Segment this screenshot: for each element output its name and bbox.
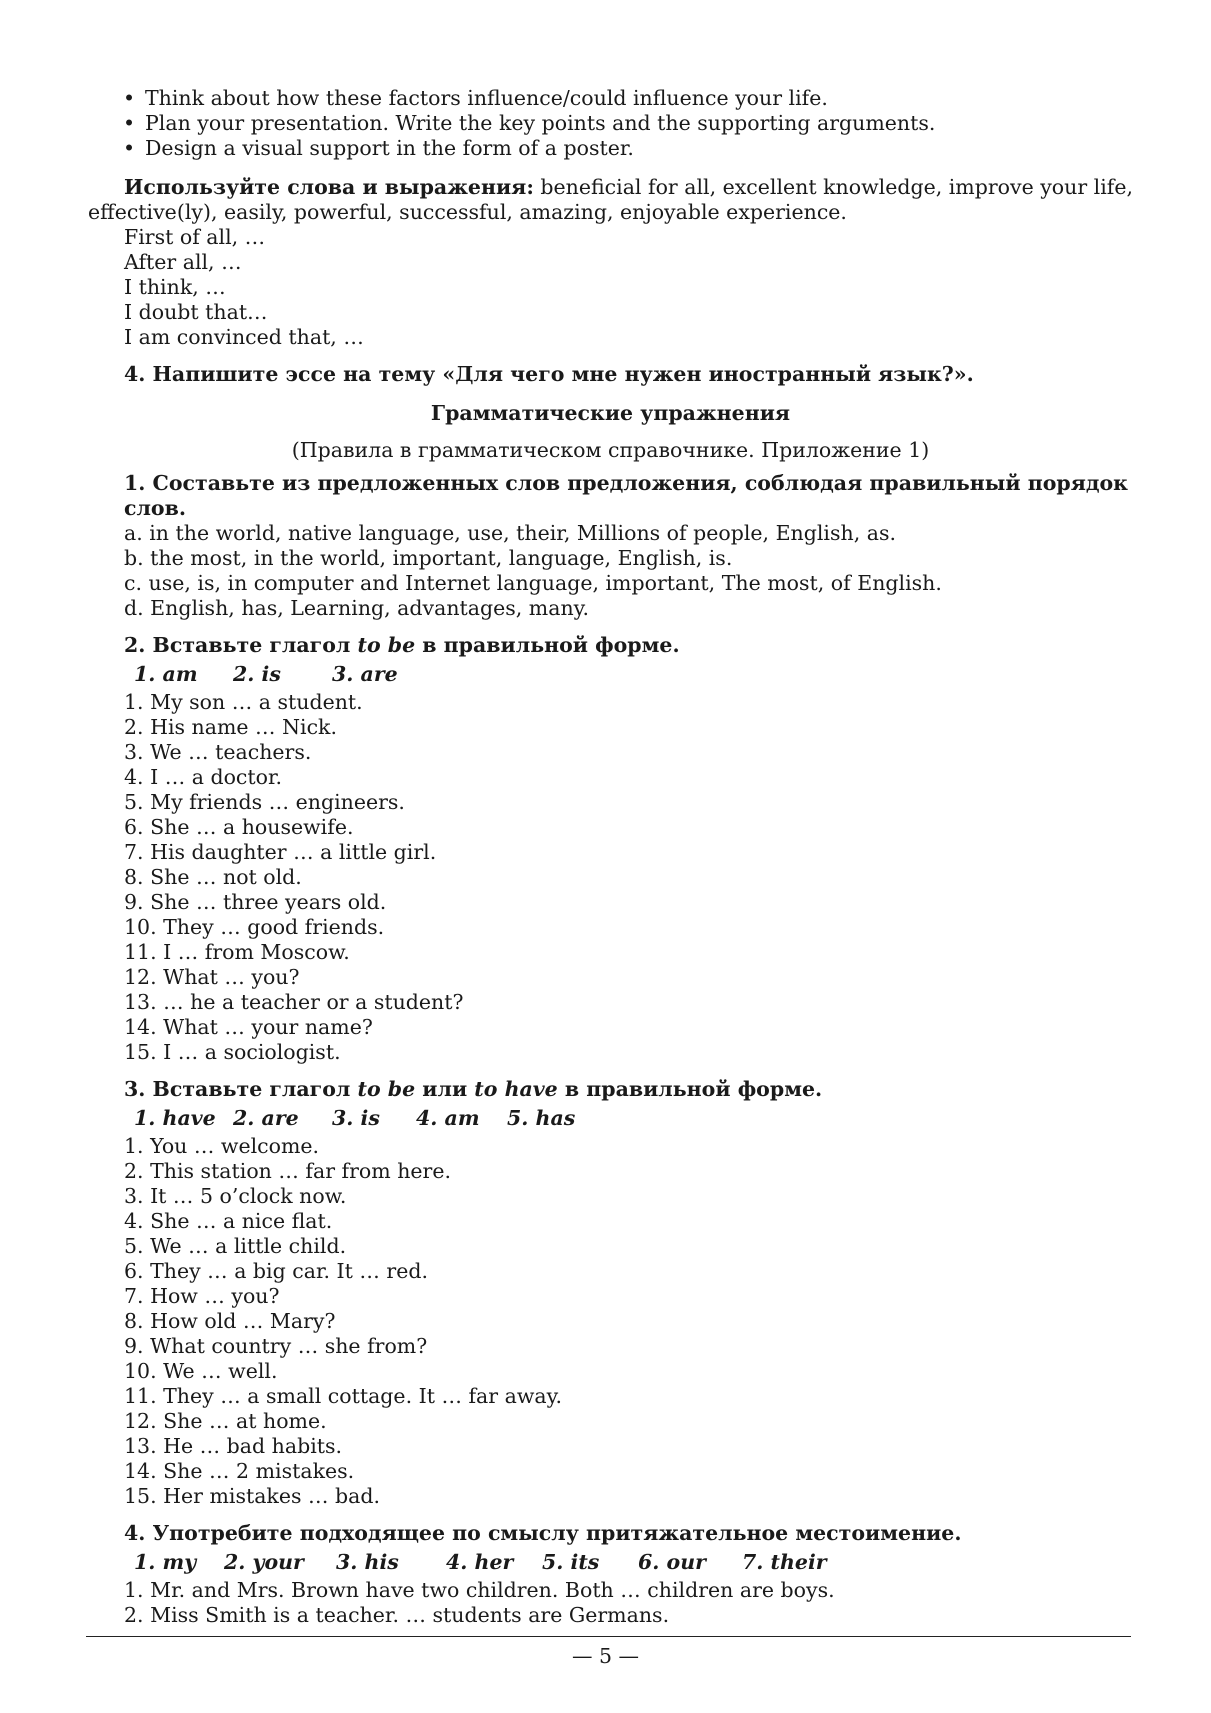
exercise-line: 4. She … a nice flat.	[124, 1209, 333, 1233]
option: 6. our	[638, 1550, 706, 1574]
title-emphasis: to be	[357, 633, 416, 657]
exercise-2-options	[88, 662, 1133, 687]
exercise-line: 2. His name … Nick.	[124, 715, 337, 739]
exercise-line: 3. We … teachers.	[124, 740, 312, 764]
phrase-line: After all, …	[124, 250, 242, 274]
title-text: 3. Вставьте глагол	[124, 1077, 358, 1101]
exercise-line: 9. She … three years old.	[124, 890, 387, 914]
bullet-item: • Plan your presentation. Write the key points and the supporting arguments.	[123, 111, 1133, 136]
exercise-line: 4. I … a doctor.	[124, 765, 283, 789]
exercise-2-title	[88, 633, 1133, 658]
title-text: в правильной форме.	[415, 633, 680, 657]
exercise-line: 9. What country … she from?	[124, 1334, 428, 1358]
title-text: 2. Вставьте глагол	[124, 633, 358, 657]
option: 5. its	[542, 1550, 600, 1574]
vocab-text: beneficial for all, excellent knowledge, improve your life, effective(ly), easily, powerful, successful, amazing, enjoyable experience.	[88, 175, 1134, 224]
exercise-line: 15. I … a sociologist.	[124, 1040, 341, 1064]
exercise-line: 11. They … a small cottage. It … far away.	[124, 1384, 562, 1408]
exercise-line: 2. Miss Smith is a teacher. … students are Germans.	[124, 1603, 670, 1627]
exercise-line: 3. It … 5 o’clock now.	[124, 1184, 347, 1208]
instruction-bullets	[88, 86, 1133, 161]
exercise-line: 8. How old … Mary?	[124, 1309, 336, 1333]
phrase-line: I think, …	[124, 275, 226, 299]
exercise-3-title	[88, 1077, 1133, 1102]
exercise-line: 8. She … not old.	[124, 865, 302, 889]
exercise-line: 7. His daughter … a little girl.	[124, 840, 437, 864]
exercise-line: 1. You … welcome.	[124, 1134, 320, 1158]
exercise-line: a. in the world, native language, use, their, Millions of people, English, as.	[124, 521, 896, 545]
exercise-line: 14. What … your name?	[124, 1015, 373, 1039]
exercise-line: 13. He … bad habits.	[124, 1434, 343, 1458]
phrase-line: First of all, …	[124, 225, 266, 249]
title-text: в правильной форме.	[557, 1077, 823, 1101]
exercise-line: 5. My friends … engineers.	[124, 790, 405, 814]
title-emphasis: to be	[357, 1077, 416, 1101]
exercise-line: 10. We … well.	[124, 1359, 278, 1383]
option: 4. her	[446, 1550, 514, 1574]
exercise-3-items	[88, 1134, 1133, 1509]
option: 4. am	[416, 1106, 480, 1130]
exercise-line: 15. Her mistakes … bad.	[124, 1484, 381, 1508]
page-number: — 5 —	[571, 1644, 640, 1668]
exercise-line: 1. My son … a student.	[124, 690, 363, 714]
exercise-4-options	[88, 1550, 1133, 1575]
option: 1. my	[134, 1550, 197, 1574]
option: 3. are	[332, 662, 398, 686]
page-content	[88, 86, 1133, 1628]
bullet-item: • Think about how these factors influence/could influence your life.	[123, 86, 1133, 111]
footer-divider	[86, 1636, 1131, 1637]
exercise-line: 6. They … a big car. It … red.	[124, 1259, 428, 1283]
exercise-4-title: 4. Употребите подходящее по смыслу притяжательное местоимение.	[124, 1521, 962, 1545]
exercise-line: 12. She … at home.	[124, 1409, 327, 1433]
exercise-line: 7. How … you?	[124, 1284, 280, 1308]
exercise-line: d. English, has, Learning, advantages, many.	[124, 596, 590, 620]
exercise-line: 12. What … you?	[124, 965, 300, 989]
exercise-line: 6. She … a housewife.	[124, 815, 354, 839]
exercise-line: b. the most, in the world, important, language, English, is.	[124, 546, 733, 570]
exercise-4-items	[88, 1578, 1133, 1628]
title-text: или	[415, 1077, 475, 1101]
exercise-line: 10. They … good friends.	[124, 915, 385, 939]
option: 2. your	[224, 1550, 304, 1574]
phrase-line: I doubt that…	[124, 300, 268, 324]
exercise-line: 1. Mr. and Mrs. Brown have two children. Both … children are boys.	[124, 1578, 835, 1602]
option: 3. is	[332, 1106, 380, 1130]
exercise-line: 13. … he a teacher or a student?	[124, 990, 464, 1014]
option: 1. have	[134, 1106, 216, 1130]
phrase-line: I am convinced that, …	[124, 325, 364, 349]
title-emphasis: to have	[474, 1077, 558, 1101]
exercise-line: 11. I … from Moscow.	[124, 940, 350, 964]
option: 2. are	[233, 1106, 299, 1130]
exercise-line: 5. We … a little child.	[124, 1234, 347, 1258]
bullet-item: • Design a visual support in the form of a poster.	[123, 136, 1133, 161]
option: 5. has	[507, 1106, 576, 1130]
exercise-line: 14. She … 2 mistakes.	[124, 1459, 355, 1483]
vocab-paragraph	[88, 175, 1133, 225]
exercise-1-items	[88, 521, 1133, 621]
option: 2. is	[233, 662, 281, 686]
section-note: (Правила в грамматическом справочнике. Приложение 1)	[291, 438, 930, 462]
option: 7. their	[742, 1550, 827, 1574]
exercise-1-title: 1. Составьте из предложенных слов предложения, соблюдая правильный порядок слов.	[124, 471, 1128, 520]
exercise-line: c. use, is, in computer and Internet language, important, The most, of English.	[124, 571, 942, 595]
exercise-line: 2. This station … far from here.	[124, 1159, 451, 1183]
section-title: Грамматические упражнения	[430, 401, 791, 425]
exercise-3-options	[88, 1106, 1133, 1131]
essay-task: 4. Напишите эссе на тему «Для чего мне нужен иностранный язык?».	[124, 362, 974, 386]
vocab-label: Используйте слова и выражения:	[124, 175, 534, 199]
exercise-2-items	[88, 690, 1133, 1065]
option: 3. his	[336, 1550, 399, 1574]
option: 1. am	[134, 662, 198, 686]
